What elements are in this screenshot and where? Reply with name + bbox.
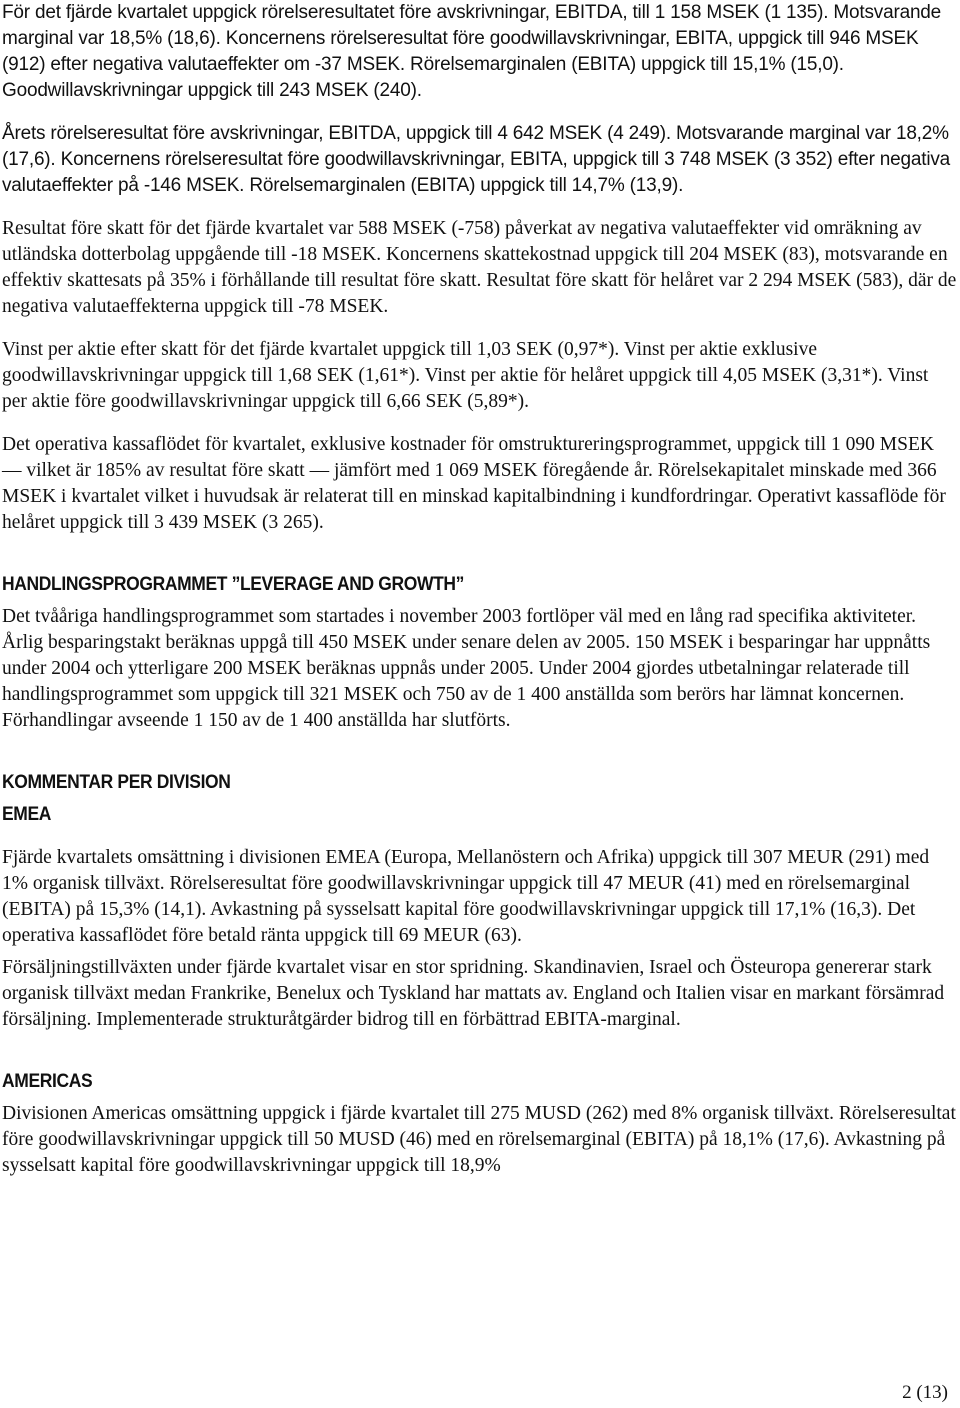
document-page [2,0,958,1179]
paragraph-earnings-per-share: Vinst per aktie efter skatt för det fjärde kvartalet uppgick till 1,03 SEK (0,97*). Vinst per aktie exklusive goodwillavskrivningar uppgick till 1,68 SEK (1,61*). Vinst per aktie för helåret uppgick till 4,05 MSEK (3,31*). Vinst per aktie före goodwillavskrivningar uppgick till 6,66 SEK (5,89*). [2,339,929,412]
paragraph-year-ebitda: Årets rörelseresultat före avskrivningar, EBITDA, uppgick till 4 642 MSEK (4 249). Motsvarande marginal var 18,2% (17,6). Koncernens rörelseresultat före goodwillavskrivningar, EBITA, uppgick till 3 748 MSEK (3 352) efter negativa valutaeffekter på -146 MSEK. Rörelsemarginalen (EBITA) uppgick till 14,7% (13,9). [2,123,951,196]
heading-handlingsprogram: HANDLINGSPROGRAMMET ”LEVERAGE AND GROWTH” [2,574,465,595]
paragraph-emea-growth: Försäljningstillväxten under fjärde kvartalet visar en stor spridning. Skandinavien, Israel och Östeuropa genererar stark organisk tillväxt medan Frankrike, Benelux och Tyskland har mattats av. England och Italien visar en markant försämrad försäljning. Implementerade strukturåtgärder bidrog till en förbättrad EBITA-marginal. [2,957,945,1030]
heading-emea: EMEA [2,804,52,825]
paragraph-cash-flow: Det operativa kassaflödet för kvartalet, exklusive kostnader för omstruktureringsprogrammet, uppgick till 1 090 MSEK — vilket är 185% av resultat före skatt — jämfört med 1 069 MSEK föregående år. Rörelsekapitalet minskade med 366 MSEK i kvartalet vilket i huvudsak är relaterat till en minskad kapitalbindning i kundfordringar. Operativt kassaflöde för helåret uppgick till 3 439 MSEK (3 265). [2,434,946,533]
page-number: 2 (13) [902,1382,948,1403]
heading-americas: AMERICAS [2,1071,93,1092]
paragraph-americas-results: Divisionen Americas omsättning uppgick i fjärde kvartalet till 275 MUSD (262) med 8% organisk tillväxt. Rörelseresultat före goodwillavskrivningar uppgick till 50 MUSD (46) med en rörelsemarginal (EBITA) på 18,1% (17,6). Avkastning på sysselsatt kapital före goodwillavskrivningar uppgick till 18,9% [2,1103,956,1176]
heading-kommentar-per-division: KOMMENTAR PER DIVISION [2,772,231,793]
paragraph-result-before-tax: Resultat före skatt för det fjärde kvartalet var 588 MSEK (-758) påverkat av negativa valutaeffekter vid omräkning av utländska dotterbolag uppgående till -18 MSEK. Koncernens skattekostnad uppgick till 204 MSEK (83), motsvarande en effektiv skattesats på 35% i förhållande till resultat före skatt. Resultat före skatt för helåret var 2 294 MSEK (583), där de negativa valutaeffekterna uppgick till -78 MSEK. [2,218,957,317]
paragraph-emea-results: Fjärde kvartalets omsättning i divisionen EMEA (Europa, Mellanöstern och Afrika) uppgick till 307 MEUR (291) med 1% organisk tillväxt. Rörelseresultat före goodwillavskrivningar uppgick till 47 MEUR (41) med en rörelsemarginal (EBITA) på 15,3% (14,1). Avkastning på sysselsatt kapital före goodwillavskrivningar uppgick till 17,1% (16,3). Det operativa kassaflödet före betald ränta uppgick till 69 MEUR (63). [2,847,930,946]
paragraph-q4-ebitda: För det fjärde kvartalet uppgick rörelseresultatet före avskrivningar, EBITDA, till 1 158 MSEK (1 135). Motsvarande marginal var 18,5% (18,6). Koncernens rörelseresultat före goodwillavskrivningar, EBITA, uppgick till 946 MSEK (912) efter negativa valutaeffekter om -37 MSEK. Rörelsemarginalen (EBITA) uppgick till 15,1% (15,0). Goodwillavskrivningar uppgick till 243 MSEK (240). [2,2,942,101]
paragraph-handlingsprogram: Det tvååriga handlingsprogrammet som startades i november 2003 fortlöper väl med en lång rad specifika aktiviteter. Årlig besparingstakt beräknas uppgå till 450 MSEK under senare delen av 2005. 150 MSEK i besparingar har uppnåtts under 2004 och ytterligare 200 MSEK beräknas uppnås under 2005. Under 2004 gjordes utbetalningar relaterade till handlingsprogrammet som uppgick till 321 MSEK och 750 av de 1 400 anställda som berörs har lämnat koncernen. Förhandlingar avseende 1 150 av de 1 400 anställda har slutförts. [2,606,931,731]
